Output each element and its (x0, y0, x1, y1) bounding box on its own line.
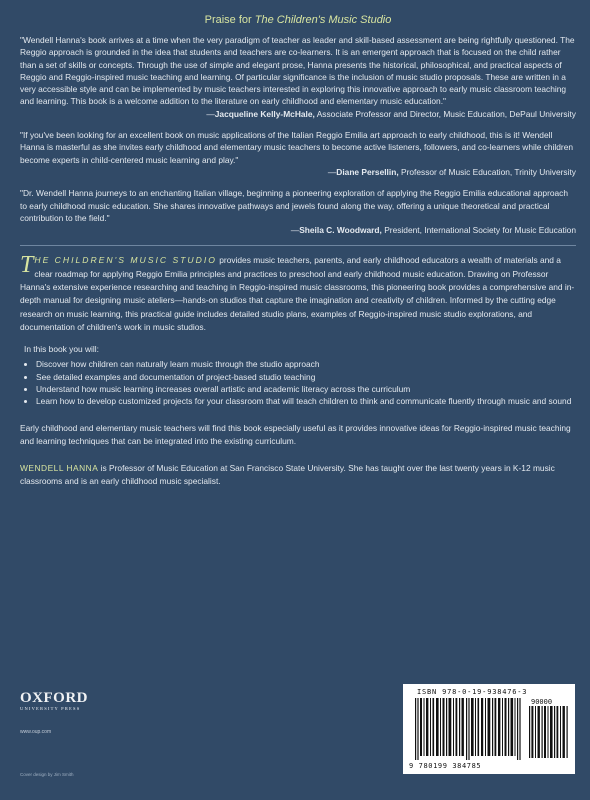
author-bio (20, 462, 576, 488)
blurb-author-name: Diane Persellin, (336, 166, 399, 177)
blurb-author-role: President, International Society for Music Education (384, 225, 576, 236)
features-list (20, 358, 576, 408)
book-description (20, 254, 576, 334)
ean-number: 9 780199 384785 (409, 762, 482, 770)
praise-heading-title: The Children's Music Studio (254, 14, 392, 26)
blurb-attribution: —Diane Persellin, Professor of Music Education, Trinity University (327, 166, 576, 177)
publisher-logo (20, 690, 88, 711)
barcode-icon (415, 698, 523, 760)
drop-cap: T (20, 252, 34, 279)
author-bio-text: is Professor of Music Education at San Francisco State University. She has taught over the last twenty years in K-12 music classrooms and is an early childhood music specialist. (20, 462, 555, 486)
publisher-logo-name: OXFORD (20, 690, 88, 706)
cover-credit: Cover design by Jim Smith (20, 772, 74, 777)
divider (20, 245, 576, 246)
book-title-inline: HE CHILDREN'S MUSIC STUDIO (34, 255, 217, 266)
blurb-text: "Wendell Hanna's book arrives at a time when the very paradigm of teacher as leader and skill-based assessment are being rightfully questioned. The Reggio approach is grounded in the idea that students and teachers are co-learners. It is an emergent approach that is focused on the child rather than a set of skills or concepts. Through the use of simple and elegant prose, Hanna presents the historical, philosophical, and practical aspects of Reggio and Reggio-inspired music teaching and learning. Of particular significance is the inclusion of music studio proposals. These are written in a very accessible style and can be implemented by music teachers interested in exploring this innovative approach to early music classroom teaching and learning. This book is a welcome addition to the literature on early childhood and elementary music education." (20, 35, 575, 107)
praise-heading-prefix: Praise for (204, 14, 255, 26)
blurb-author-role: Associate Professor and Director, Music Education, DePaul University (316, 108, 576, 119)
closing-paragraph: Early childhood and elementary music teachers will find this book especially useful as it provides innovative ideas for Reggio-inspired music teaching and learning techniques that can be integrated into the existing curriculum. (20, 422, 571, 446)
blurb-author-name: Sheila C. Woodward, (299, 225, 382, 236)
blurb-attribution: —Jacqueline Kelly-McHale, Associate Professor and Director, Music Education, DePaul University (206, 108, 576, 119)
feature-item: • Understand how music learning increases overall artistic and academic literacy across the curriculum (36, 383, 576, 395)
feature-item: • Learn how to develop customized projects for your classroom that will teach children to think and communicate fluently through music and sound (36, 395, 576, 407)
price-code: 90000 (531, 698, 553, 706)
feature-item: • See detailed examples and documentation of project-based studio teaching (36, 371, 576, 383)
barcode-box (403, 684, 575, 774)
blurb-attribution: —Sheila C. Woodward, President, International Society for Music Education (290, 225, 576, 236)
blurb-text: "Dr. Wendell Hanna journeys to an enchanting Italian village, beginning a pioneering exploration of applying the Reggio Emilia educational approach to early childhood music education. She shares innovative pathways and jewels found along the way, offering a unique theoretical and practical contribution to the field." (20, 188, 569, 223)
praise-heading (20, 14, 576, 26)
feature-item: • Discover how children can naturally learn music through the studio approach (36, 358, 576, 370)
blurb-text: "If you've been looking for an excellent book on music applications of the Italian Reggio Emilia art approach to early childhood, this is it! Wendell Hanna is masterful as she invites early childhood and elementary music teachers to become active listeners, followers, and co-learners while children become experts in child-centered music learning and play." (20, 130, 574, 165)
features-intro: In this book you will: (24, 344, 99, 355)
publisher-url: www.oup.com (20, 729, 52, 735)
isbn-text: ISBN 978-0-19-938476-3 (417, 688, 528, 696)
description-text: provides music teachers, parents, and early childhood educators a wealth of materials and a clear roadmap for applying Reggio Emilia principles and practices to preschool and early childhood music education. Drawing on Professor Hanna's extensive experience researching and teaching in Reggio-inspired music classrooms, this pioneering book provides a comprehensive and in-depth manual for designing music ateliers—hands-on studios that capture the imagination and creativity of children. Informed by the cutting edge research on music learning, this practical guide includes detailed studio plans, examples of Reggio-inspired music studio explorations, and documentation of children's work in music studios. (20, 255, 575, 332)
back-cover-content (20, 14, 576, 496)
blurb-author-role: Professor of Music Education, Trinity University (400, 166, 576, 177)
author-name: WENDELL HANNA (20, 462, 99, 473)
price-barcode-icon (529, 706, 569, 758)
publisher-logo-sub: UNIVERSITY PRESS (20, 706, 81, 711)
blurb-author-name: Jacqueline Kelly-McHale, (214, 108, 315, 119)
